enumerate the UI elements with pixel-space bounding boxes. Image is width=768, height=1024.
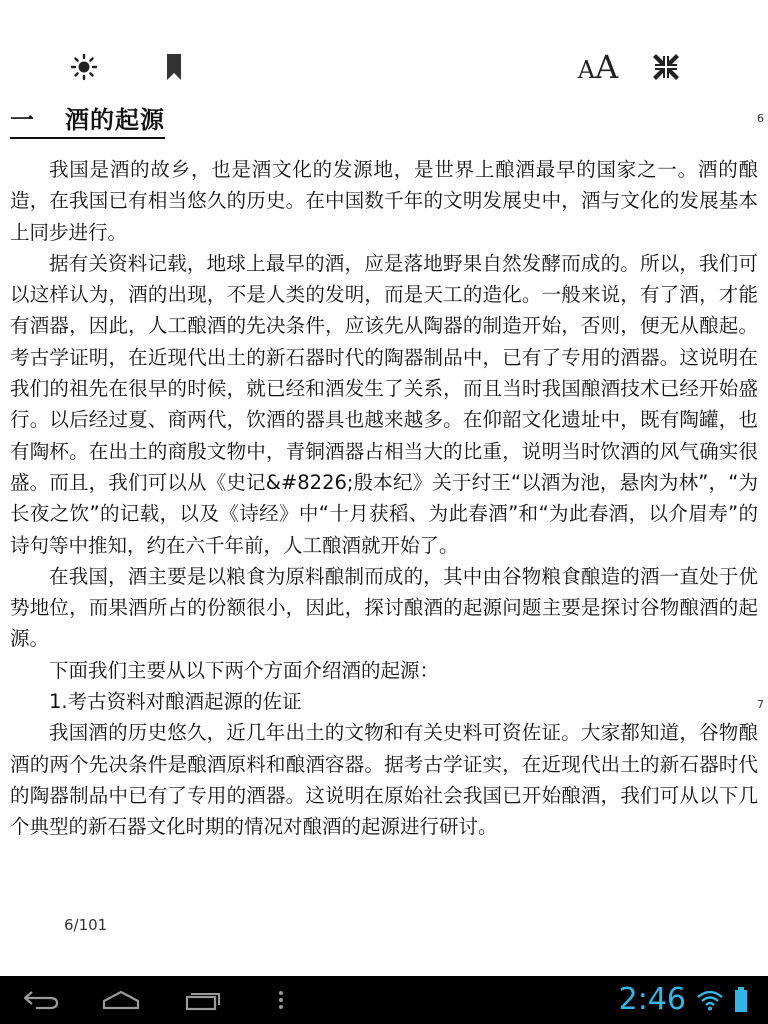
system-nav-bar xyxy=(0,976,768,1024)
battery-status xyxy=(734,976,748,1024)
bookmark-button[interactable] xyxy=(152,40,196,94)
battery-icon xyxy=(734,987,748,1013)
paragraph: 在我国，酒主要是以粮食为原料酿制而成的，其中由谷物粮食酿造的酒一直处于优势地位，而果酒所占的份额很小，因此，探讨酿酒的起源问题主要是探讨谷物酿酒的起源。 xyxy=(10,564,758,651)
margin-page-number: 7 xyxy=(757,698,764,711)
reading-content[interactable] xyxy=(10,154,758,843)
bookmark-icon xyxy=(165,53,183,81)
menu-icon xyxy=(277,989,285,1011)
home-button[interactable] xyxy=(96,976,146,1024)
wifi-status xyxy=(696,976,724,1024)
reader-toolbar xyxy=(0,40,768,94)
wifi-icon xyxy=(696,989,724,1011)
status-clock: 2:46 xyxy=(618,982,686,1017)
chapter-title xyxy=(10,100,165,139)
back-icon xyxy=(22,989,60,1011)
brightness-button[interactable] xyxy=(62,40,106,94)
paragraph: 我国酒的历史悠久，近几年出土的文物和有关史料可资佐证。大家都知道，谷物酿酒的两个先决条件是酿酒原料和酿酒容器。据考古学证实，在近现代出土的新石器时代的陶器制品中已有了专用的酒器。这说明在原始社会我国已开始酿酒，我们可从以下几个典型的新石器文化时期的情况对酿酒的起源进行研讨。 xyxy=(10,721,758,839)
paragraph: 我国是酒的故乡，也是酒文化的发源地，是世界上酿酒最早的国家之一。酒的酿造，在我国已有相当悠久的历史。在中国数千年的文明发展史中，酒与文化的发展基本上同步进行。 xyxy=(10,158,758,244)
section-heading: 1.考古资料对酿酒起源的佐证 xyxy=(49,690,302,714)
recent-apps-icon xyxy=(184,989,222,1011)
sun-icon xyxy=(70,53,98,81)
font-size-button[interactable] xyxy=(572,40,624,94)
page-indicator: 6/101 xyxy=(64,916,108,934)
chapter-number: 一 xyxy=(10,106,35,134)
font-size-label: A A xyxy=(577,48,619,86)
menu-button[interactable] xyxy=(266,976,296,1024)
paragraph: 下面我们主要从以下两个方面介绍酒的起源： xyxy=(49,658,440,682)
home-icon xyxy=(101,989,141,1011)
recent-apps-button[interactable] xyxy=(178,976,228,1024)
back-button[interactable] xyxy=(16,976,66,1024)
chapter-title-text: 酒的起源 xyxy=(65,106,165,134)
collapse-icon xyxy=(652,53,680,81)
margin-page-number: 6 xyxy=(757,112,764,125)
paragraph: 据有关资料记载，地球上最早的酒，应是落地野果自然发酵而成的。所以，我们可以这样认为，酒的出现，不是人类的发明，而是天工的造化。一般来说，有了酒，才能有酒器，因此，人工酿酒的先决条件，应该先从陶器的制造开始，否则，便无从酿起。考古学证明，在近现代出土的新石器时代的陶器制品中，已有了专用的酒器。这说明在我们的祖先在很早的时候，就已经和酒发生了关系，而且当时我国酿酒技术已经开始盛行。以后经过夏、商两代，饮酒的器具也越来越多。在仰韶文化遗址中，既有陶罐，也有陶杯。在出土的商殷文物中，青铜酒器占相当大的比重，说明当时饮酒的风气确实很盛。而且，我们可以从《史记&#8226;殷本纪》关于纣王“以酒为池，悬肉为林”，“为长夜之饮”的记载，以及《诗经》中“十月获稻、为此春酒”和“为此春酒，以介眉寿”的诗句等中推知，约在六千年前，人工酿酒就开始了。 xyxy=(10,251,758,557)
collapse-button[interactable] xyxy=(642,40,690,94)
